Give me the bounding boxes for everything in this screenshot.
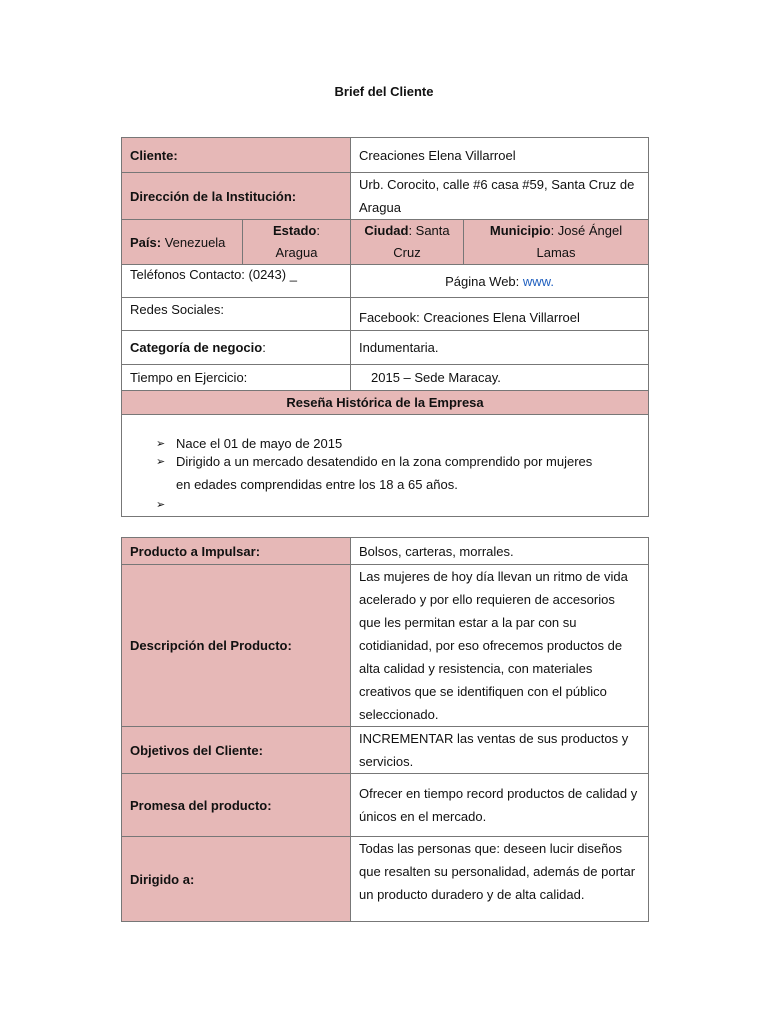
resena-body xyxy=(122,415,649,517)
resena-list xyxy=(130,435,640,512)
categoria-value: Indumentaria. xyxy=(351,331,649,365)
categoria-colon: : xyxy=(262,340,266,355)
resena-item-line1: Dirigido a un mercado desatendido en la zona comprendido por mujeres xyxy=(176,454,593,469)
pais-label: País: xyxy=(130,234,162,250)
product-info-table xyxy=(121,537,649,922)
producto-value: Bolsos, carteras, morrales. xyxy=(351,538,649,565)
resena-header: Reseña Histórica de la Empresa xyxy=(122,391,649,415)
descripcion-value: Las mujeres de hoy día llevan un ritmo de vida acelerado y por ello requieren de accesorios que les permitan estar a la par con su cotidianidad, por eso ofrecemos productos de alta calidad y resistencia, con materiales creativos que se identifiquen con el público seleccionado. xyxy=(351,565,649,727)
categoria-cell xyxy=(122,331,351,365)
promesa-value: Ofrecer en tiempo record productos de calidad y únicos en el mercado. xyxy=(351,774,649,837)
dirigido-label: Dirigido a: xyxy=(122,837,351,922)
client-info-table xyxy=(121,137,649,517)
estado-value: : Aragua xyxy=(275,223,320,260)
dirigido-value: Todas las personas que: deseen lucir diseños que resalten su personalidad, además de portar un producto duradero y de alta calidad. xyxy=(351,837,649,922)
redes-value: Facebook: Creaciones Elena Villarroel xyxy=(351,298,649,331)
municipio-label: Municipio xyxy=(489,223,551,238)
telefonos-cell: Teléfonos Contacto: (0243) _ xyxy=(122,265,351,298)
estado-cell xyxy=(243,220,351,265)
pagina-web-cell xyxy=(351,265,649,298)
estado-label: Estado xyxy=(273,223,317,238)
pais-cell xyxy=(122,220,243,265)
pais-value: Venezuela xyxy=(161,234,226,250)
pagina-web-label: Página Web: xyxy=(445,273,523,289)
objetivos-label: Objetivos del Cliente: xyxy=(122,727,351,774)
promesa-label: Promesa del producto: xyxy=(122,774,351,837)
descripcion-label: Descripción del Producto: xyxy=(122,565,351,727)
ciudad-label: Ciudad xyxy=(364,223,409,238)
municipio-cell xyxy=(464,220,649,265)
resena-item-empty xyxy=(156,500,640,512)
resena-item-line2: en edades comprendidas entre los 18 a 65 años. xyxy=(176,477,458,492)
ciudad-cell xyxy=(351,220,464,265)
resena-item: ➢ Nace el 01 de mayo de 2015 xyxy=(156,435,640,453)
pagina-web-link[interactable]: www. xyxy=(522,273,554,289)
producto-label: Producto a Impulsar: xyxy=(122,538,351,565)
municipio-value: : José Ángel Lamas xyxy=(536,223,623,260)
tiempo-value: 2015 – Sede Maracay. xyxy=(351,365,649,391)
tiempo-label: Tiempo en Ejercicio: xyxy=(122,365,351,391)
cliente-value: Creaciones Elena Villarroel xyxy=(351,138,649,173)
ciudad-value: : Santa Cruz xyxy=(393,223,450,260)
page-title: Brief del Cliente xyxy=(334,84,434,99)
resena-item xyxy=(156,453,640,500)
cliente-label: Cliente: xyxy=(122,138,351,173)
direccion-label: Dirección de la Institución: xyxy=(122,173,351,220)
objetivos-value: INCREMENTAR las ventas de sus productos y servicios. xyxy=(351,727,649,774)
redes-label: Redes Sociales: xyxy=(122,298,351,331)
categoria-label: Categoría de negocio xyxy=(130,340,263,355)
direccion-value: Urb. Corocito, calle #6 casa #59, Santa Cruz de Aragua xyxy=(351,173,649,220)
